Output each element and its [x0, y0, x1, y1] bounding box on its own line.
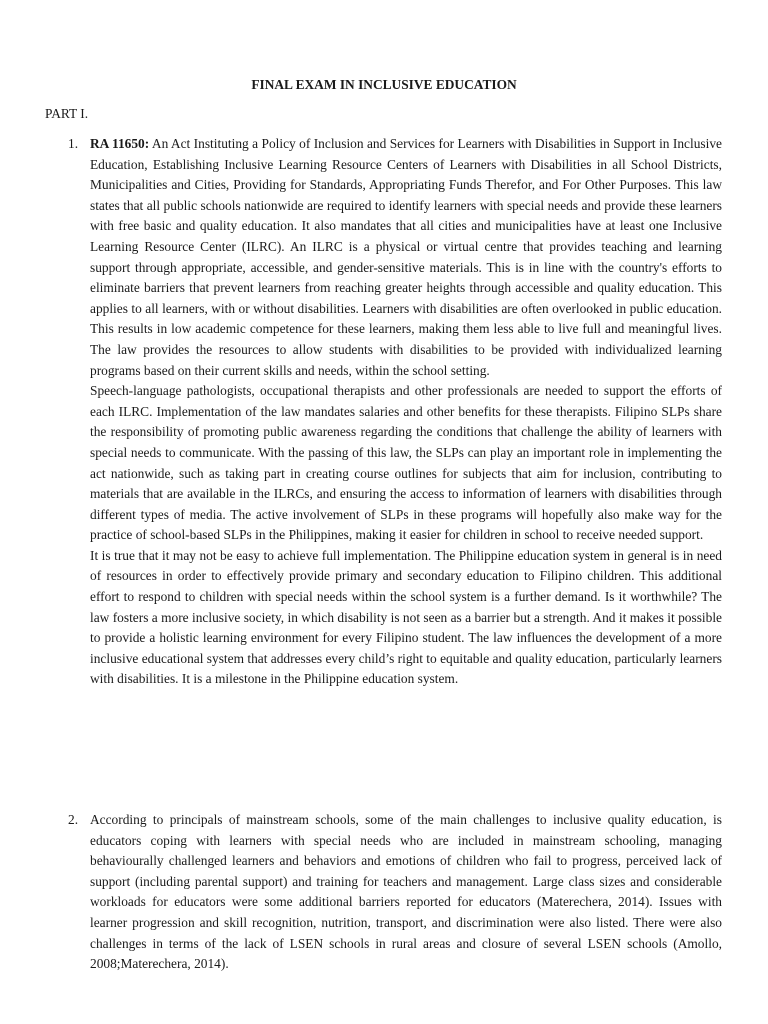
- paragraph-3: It is true that it may not be easy to achieve full implementation. The Philippine education system in general is in need of resources in order to effectively provide primary and secondary education to Filipino children. This additional effort to respond to children with special needs within the school system is a further demand. Is it worthwhile? The law fosters a more inclusive society, in which disability is not seen as a barrier but a strength. And it makes it possible to provide a holistic learning environment for every Filipino student. The law influences the development of a more inclusive educational system that addresses every child’s right to equitable and quality education, particularly learners with disabilities. It is a milestone in the Philippine education system.: [90, 547, 722, 687]
- part-label: PART I.: [45, 106, 89, 121]
- law-reference: RA 11650:: [90, 136, 150, 151]
- item-body: [90, 134, 722, 690]
- item-body: [90, 810, 722, 975]
- document-title: FINAL EXAM IN INCLUSIVE EDUCATION: [251, 77, 517, 92]
- paragraph-1: According to principals of mainstream schools, some of the main challenges to inclusive quality education, is educators coping with learners with special needs who are included in mainstream schooling, managing behaviourally challenged learners and behaviors and emotions of children who fail to progress, perceived lack of support (including parental support) and training for teachers and management. Large class sizes and considerable workloads for educators were some additional barriers reported for educators (Materechera, 2014). Issues with learner progression and skill recognition, nutrition, transport, and discrimination were also listed. There were also challenges in terms of the lack of LSEN schools in rural areas and closure of several LSEN schools (Amollo, 2008;Materechera, 2014).: [90, 812, 722, 972]
- paragraph-2: Speech-language pathologists, occupational therapists and other professionals are needed to support the efforts of each ILRC. Implementation of the law mandates salaries and other benefits for these therapists. Filipino SLPs share the responsibility of promoting public awareness regarding the conditions that challenge the ability of learners with special needs to communicate. With the passing of this law, the SLPs can play an important role in implementing the act nationwide, such as taking part in creating course outlines for subjects that aim for inclusion, contributing to materials that are available in the ILRCs, and ensuring the access to information of learners with disabilities through different types of media. The active involvement of SLPs in these programs will hopefully also make way for the practice of school-based SLPs in the Philippines, making it easier for children in school to receive needed support.: [90, 383, 722, 543]
- paragraph-text: An Act Instituting a Policy of Inclusion and Services for Learners with Disabilities in Support in Inclusive Education, Establishing Inclusive Learning Resource Centers of Learners with Disabilities in all School Districts, Municipalities and Cities, Providing for Standards, Appropriating Funds Therefor, and For Other Purposes. This law states that all public schools nationwide are required to identify learners with special needs and provide these learners with free basic and quality education. It also mandates that all cities and municipalities have at least one Inclusive Learning Resource Center (ILRC). An ILRC is a physical or virtual centre that provides teaching and learning support through appropriate, accessible, and gender-sensitive materials. This is in line with the country's efforts to eliminate barriers that prevent learners from reaching greater heights through accessible and quality education. This applies to all learners, with or without disabilities. Learners with disabilities are often overlooked in public education. This results in low academic competence for these learners, making them less able to live full and meaningful lives. The law provides the resources to allow students with disabilities to be provided with individualized learning programs based on their current skills and needs, within the school setting.: [90, 136, 722, 378]
- paragraph-1: [90, 134, 722, 381]
- item-number: 2.: [68, 812, 79, 827]
- item-number: 1.: [68, 136, 79, 151]
